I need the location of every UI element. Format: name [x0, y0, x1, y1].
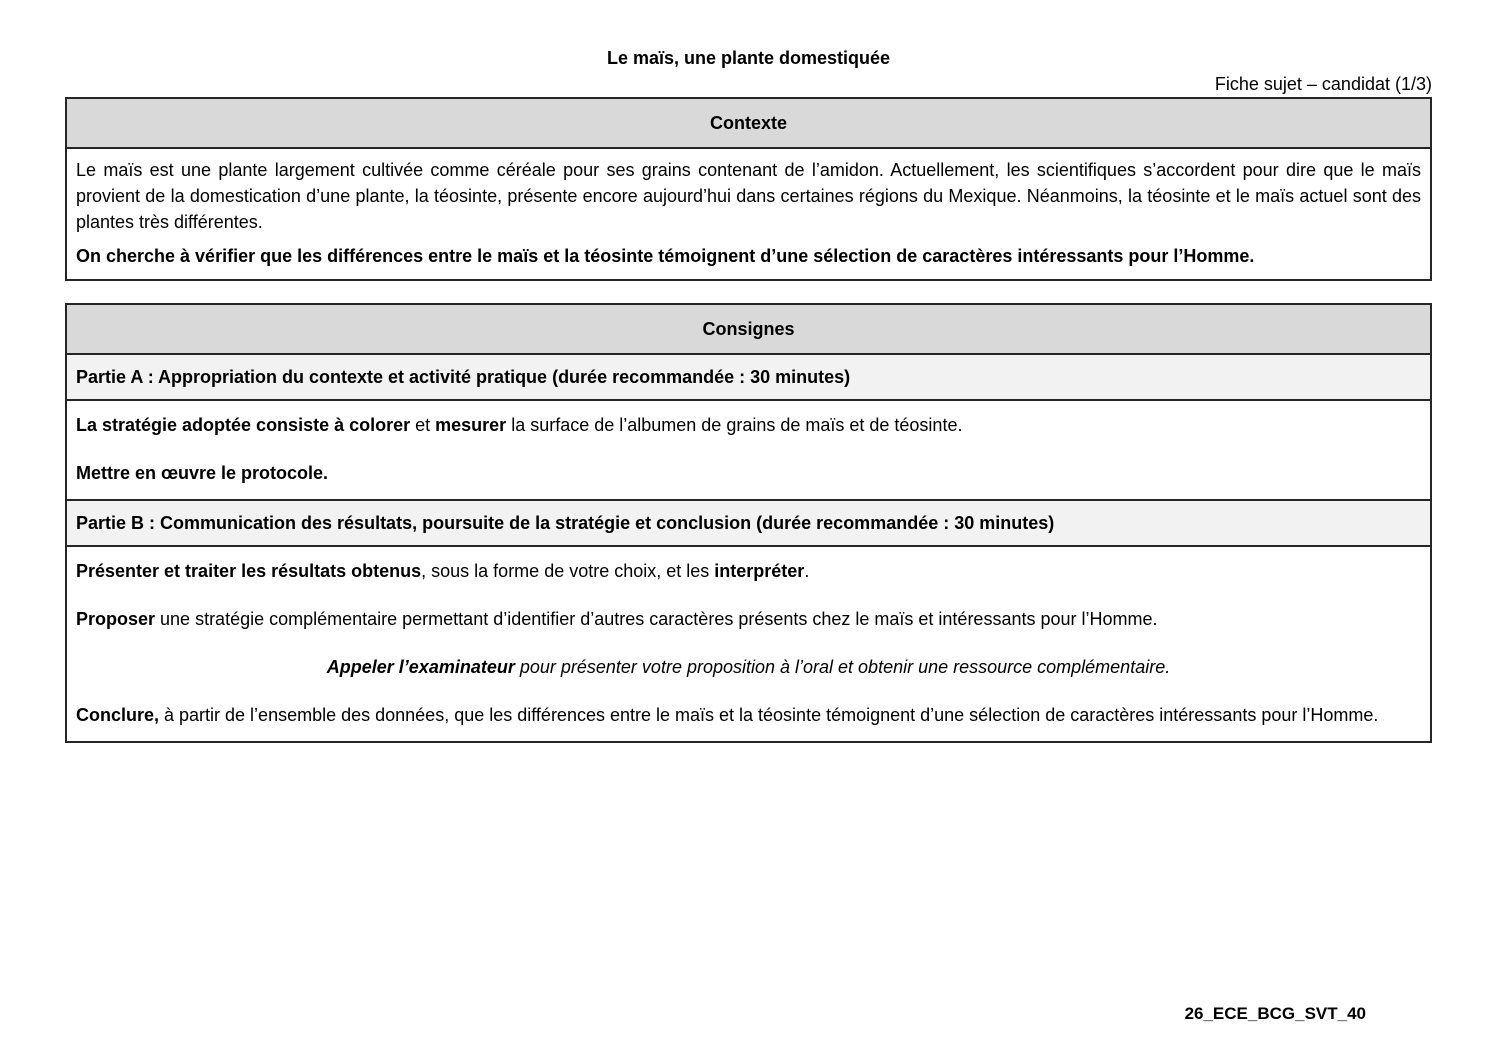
- proposer-paragraph: [76, 606, 1421, 632]
- partie-a-title-row: Partie A : Appropriation du contexte et activité pratique (durée recommandée : 30 minutes): [67, 355, 1430, 401]
- protocole-paragraph: Mettre en œuvre le protocole.: [76, 463, 329, 483]
- presenter-run-bold-1: Présenter et traiter les résultats obtenus: [76, 561, 422, 581]
- conclure-paragraph: [76, 702, 1421, 728]
- appeler-examinateur-paragraph: [76, 654, 1421, 680]
- conclure-run-bold: Conclure,: [76, 705, 160, 725]
- partie-b-content-cell: [67, 547, 1430, 741]
- partie-b-title-row: Partie B : Communication des résultats, poursuite de la stratégie et conclusion (durée recommandée : 30 minutes): [67, 501, 1430, 547]
- presenter-run-normal-2: .: [804, 561, 810, 581]
- presenter-run-normal-1: , sous la forme de votre choix, et les: [421, 561, 715, 581]
- appel-run-italic: pour présenter votre proposition à l’oral et obtenir une ressource complémentaire.: [514, 657, 1171, 677]
- strategie-run-bold-1: La stratégie adoptée consiste à colorer: [76, 415, 411, 435]
- fiche-sujet-label: Fiche sujet – candidat (1/3): [1214, 74, 1432, 94]
- proposer-run-normal: une stratégie complémentaire permettant d’identifier d’autres caractères présents chez le maïs et intéressants pour l’Homme.: [155, 609, 1158, 629]
- consignes-section-header: Consignes: [67, 305, 1430, 355]
- proposer-run-bold: Proposer: [76, 609, 156, 629]
- contexte-intro-paragraph: Le maïs est une plante largement cultivée comme céréale pour ses grains contenant de l’amidon. Actuellement, les scientifiques s’accordent pour dire que le maïs provient de la domestication d’une plante, la téosinte, présente encore aujourd’hui dans certaines régions du Mexique. Néanmoins, la téosinte et le maïs actuel sont des plantes très différentes.: [76, 160, 1421, 232]
- strategie-run-normal-2: la surface de l’albumen de grains de maïs et de téosinte.: [506, 415, 963, 435]
- contexte-objectif-paragraph: On cherche à vérifier que les différences entre le maïs et la téosinte témoignent d’une sélection de caractères intéressants pour l’Homme.: [76, 246, 1255, 266]
- partie-a-content-cell: [67, 401, 1430, 501]
- document-reference-code: 26_ECE_BCG_SVT_40: [1184, 1004, 1366, 1023]
- contexte-table: [65, 97, 1432, 281]
- appel-run-bold-italic: Appeler l’examinateur: [326, 657, 515, 677]
- document-title: Le maïs, une plante domestiquée: [606, 48, 891, 68]
- contexte-section-header: Contexte: [67, 99, 1430, 149]
- strategie-run-bold-2: mesurer: [435, 415, 507, 435]
- presenter-paragraph: [76, 558, 1421, 584]
- conclure-run-normal: à partir de l’ensemble des données, que les différences entre le maïs et la téosinte témoignent d’une sélection de caractères intéressants pour l’Homme.: [159, 705, 1379, 725]
- contexte-body-cell: [67, 149, 1430, 279]
- presenter-run-bold-2: interpréter: [714, 561, 805, 581]
- strategie-run-normal-1: et: [410, 415, 436, 435]
- consignes-table: [65, 303, 1432, 743]
- strategie-paragraph: [76, 412, 1421, 438]
